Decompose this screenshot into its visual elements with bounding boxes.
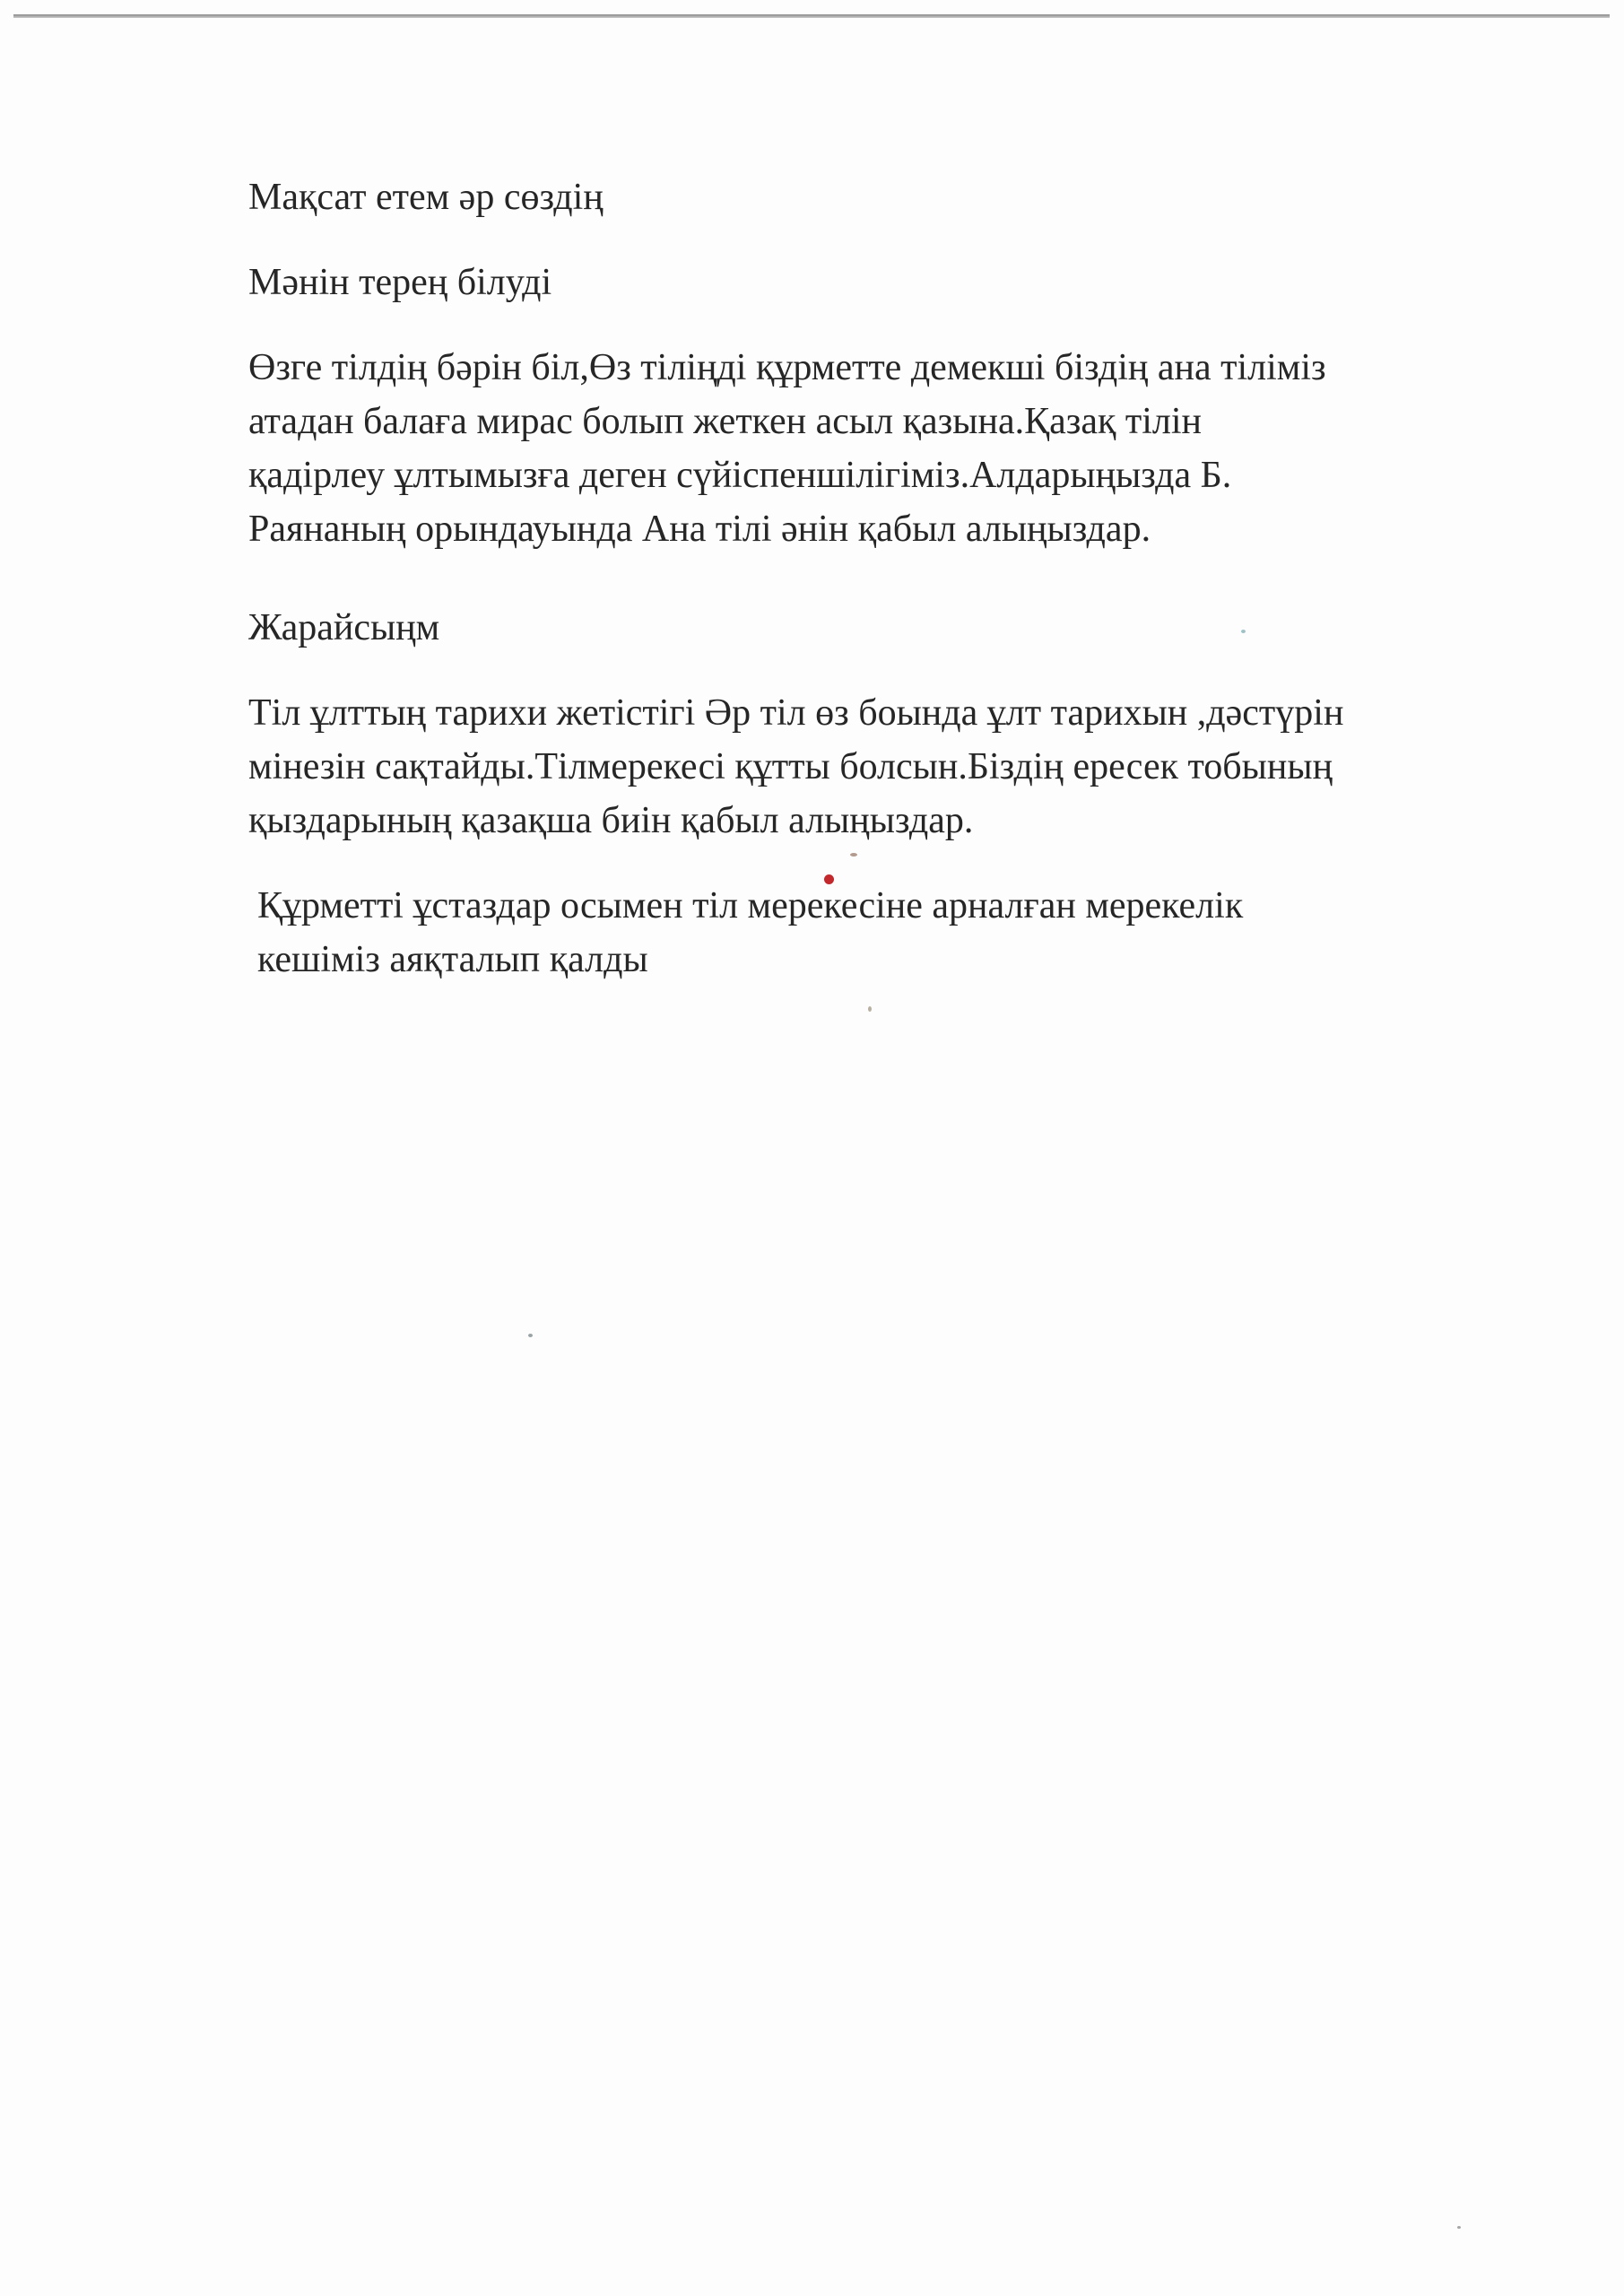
scan-speck [850,853,857,857]
paragraph-line: қадірлеу ұлтымызға деген сүйіспеншілігіміз.Алдарыңызда Б. [248,455,1232,496]
paragraph-mother-tongue [248,341,1326,556]
paragraph-line: мінезін сақтайды.Тілмерекесі құтты болсын.Біздің ересек тобының [248,746,1333,787]
paragraph-line: Раянаның орындауында Ана тілі әнін қабыл алыңыздар. [248,509,1151,550]
paragraph-language-history [248,686,1343,848]
scan-speck [1457,2226,1461,2229]
paragraph-line: Тіл ұлттың тарихи жетістігі Әр тіл өз боында ұлт тарихын ,дәстүрін [248,692,1344,734]
scan-speck [1241,630,1246,633]
paragraph-line: Құрметті ұстаздар осымен тіл мерекесіне арналған мерекелік [257,885,1244,926]
scan-top-edge [13,14,1610,18]
scan-speck [868,1006,872,1012]
scan-speck [528,1334,533,1337]
verse-line-1: Мақсат етем әр сөздің [248,177,604,218]
paragraph-line: қыздарының қазақша биін қабыл алыңыздар. [248,800,974,841]
verse-line-2: Мәнін терең білуді [248,262,552,303]
paragraph-closing [257,879,1243,987]
paragraph-line: Өзге тілдің бәрін біл,Өз тіліңді құрметте демекші біздің ана тіліміз [248,347,1326,388]
red-ink-mark [824,874,834,884]
paragraph-line: атадан балаға мирас болып жеткен асыл қазына.Қазақ тілін [248,401,1203,442]
paragraph-line: кешіміз аяқталып қалды [257,939,648,980]
exclamation-line: Жарайсыңм [248,607,440,648]
